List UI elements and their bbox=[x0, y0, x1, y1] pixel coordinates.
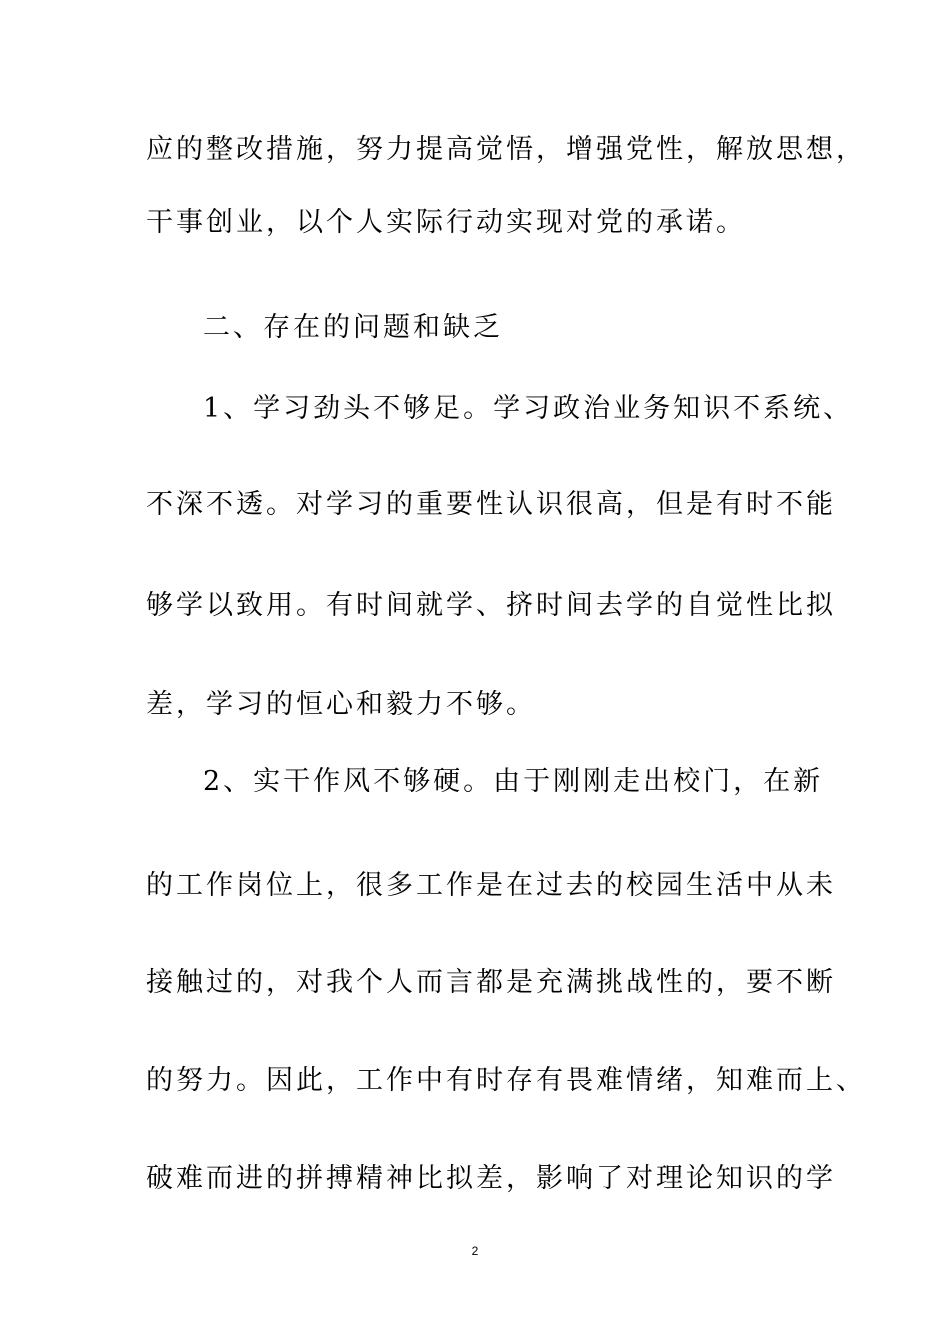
text-line: 不深不透。对学习的重要性认识很高，但是有时不能 bbox=[146, 489, 836, 520]
paragraph-start-line: 2、实干作风不够硬。由于刚刚走出校门，在新 bbox=[203, 766, 824, 797]
text-line: 够学以致用。有时间就学、挤时间去学的自觉性比拟 bbox=[146, 590, 836, 621]
paragraph-start-line: 1、学习劲头不够足。学习政治业务知识不系统、 bbox=[203, 393, 854, 424]
text-line: 破难而进的拼搏精神比拟差，影响了对理论知识的学 bbox=[146, 1163, 836, 1194]
text-line: 干事创业，以个人实际行动实现对党的承诺。 bbox=[146, 207, 746, 238]
text-line: 接触过的，对我个人而言都是充满挑战性的，要不断 bbox=[146, 967, 836, 998]
text-line: 差，学习的恒心和毅力不够。 bbox=[146, 689, 536, 720]
text-line: 的努力。因此，工作中有时存有畏难情绪，知难而上、 bbox=[146, 1065, 866, 1096]
page-number: 2 bbox=[471, 1244, 479, 1258]
text-line: 应的整改措施，努力提高觉悟，增强党性，解放思想， bbox=[146, 134, 866, 165]
text-line: 的工作岗位上，很多工作是在过去的校园生活中从未 bbox=[146, 870, 836, 901]
section-heading: 二、存在的问题和缺乏 bbox=[203, 312, 503, 343]
